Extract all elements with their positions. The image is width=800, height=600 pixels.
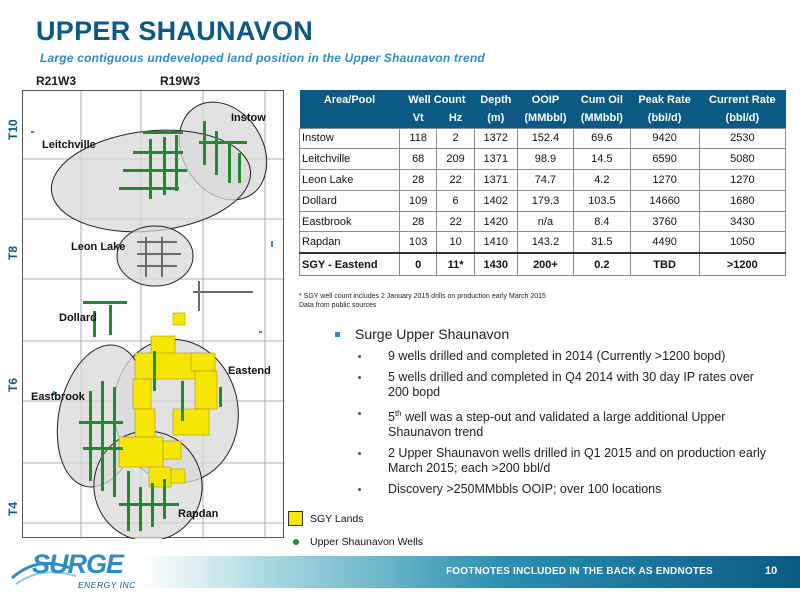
unit-ooip: (MMbbl) xyxy=(517,109,573,128)
pool-label-dollard: Dollard xyxy=(59,312,97,324)
table-cell: 3430 xyxy=(699,211,785,232)
footer-note: FOOTNOTES INCLUDED IN THE BACK AS ENDNOTES xyxy=(446,566,713,577)
square-bullet-icon xyxy=(335,332,340,337)
table-cell: 1371 xyxy=(474,149,517,170)
col-depth: Depth xyxy=(474,90,517,109)
list-item xyxy=(358,446,778,476)
table-cell: 1680 xyxy=(699,190,785,211)
pool-label-instow: Instow xyxy=(231,112,266,124)
land-map xyxy=(22,90,284,538)
table-footnotes xyxy=(299,292,546,310)
table-cell: Instow xyxy=(300,128,400,149)
col-peak-rate: Peak Rate xyxy=(630,90,699,109)
table-cell: 74.7 xyxy=(517,170,573,191)
table-cell: Leon Lake xyxy=(300,170,400,191)
bullet-dot-icon xyxy=(358,488,361,491)
table-total-row xyxy=(300,253,786,276)
table-cell: 22 xyxy=(437,211,474,232)
table-cell: 1371 xyxy=(474,170,517,191)
table-cell: 11* xyxy=(437,253,474,276)
township-label-t10: T10 xyxy=(6,119,20,140)
township-label-t6: T6 xyxy=(6,377,20,392)
table-cell: 4.2 xyxy=(574,170,630,191)
table-cell: 0 xyxy=(400,253,437,276)
pool-label-eastend: Eastend xyxy=(228,365,271,377)
company-logo-sub: ENERGY INC xyxy=(78,580,136,590)
list-item-text: 9 wells drilled and completed in 2014 (Currently >1200 bopd) xyxy=(388,349,726,363)
page-title: UPPER SHAUNAVON xyxy=(36,16,314,46)
pool-label-leitchville: Leitchville xyxy=(42,139,96,151)
footnote-line: Data from public sources xyxy=(299,302,377,309)
table-cell: 118 xyxy=(400,128,437,149)
unit-current-rate: (bbl/d) xyxy=(699,109,785,128)
table-row xyxy=(300,170,786,191)
table-cell: SGY - Eastend xyxy=(300,253,400,276)
township-label-t4: T4 xyxy=(6,501,20,516)
main-bullet-text: Surge Upper Shaunavon xyxy=(355,326,510,342)
table-header-row-1 xyxy=(300,90,786,109)
table-cell: 143.2 xyxy=(517,232,573,253)
table-cell: TBD xyxy=(630,253,699,276)
table-cell: 2530 xyxy=(699,128,785,149)
range-label-r21w3: R21W3 xyxy=(36,74,77,88)
pool-label-leon-lake: Leon Lake xyxy=(71,241,126,253)
unit-peak-rate: (bbl/d) xyxy=(630,109,699,128)
table-cell: 1420 xyxy=(474,211,517,232)
table-cell: n/a xyxy=(517,211,573,232)
list-item-text-pre: 5 xyxy=(388,410,395,425)
table-cell: 98.9 xyxy=(517,149,573,170)
page-subtitle: Large contiguous undeveloped land position in the Upper Shaunavon trend xyxy=(40,51,485,65)
table-cell: 1270 xyxy=(699,170,785,191)
table-row xyxy=(300,128,786,149)
table-cell: Rapdan xyxy=(300,232,400,253)
table-cell: 2 xyxy=(437,128,474,149)
table-cell: 6 xyxy=(437,190,474,211)
pool-label-eastbrook: Eastbrook xyxy=(31,391,85,403)
table-header-row-2 xyxy=(300,109,786,128)
pool-label-rapdan: Rapdan xyxy=(178,508,219,520)
range-label-r19w3: R19W3 xyxy=(160,74,201,88)
table-cell: 28 xyxy=(400,211,437,232)
col-area-pool: Area/Pool xyxy=(300,90,400,109)
table-cell: 31.5 xyxy=(574,232,630,253)
bullet-dot-icon xyxy=(358,376,361,379)
table-cell: 109 xyxy=(400,190,437,211)
legend-lands-label: SGY Lands xyxy=(310,513,364,525)
table-row xyxy=(300,190,786,211)
table-cell: 10 xyxy=(437,232,474,253)
table-cell: 68 xyxy=(400,149,437,170)
sub-bullet-list xyxy=(358,349,778,503)
legend-lands-swatch-icon xyxy=(288,511,303,526)
list-item xyxy=(358,406,778,440)
bullet-dot-icon xyxy=(358,355,361,358)
list-item-text-post: well was a step-out and validated a large additional Upper Shaunavon trend xyxy=(388,410,726,440)
table-cell: 1402 xyxy=(474,190,517,211)
list-item-text: Discovery >250MMbbls OOIP; over 100 locations xyxy=(388,482,662,497)
col-well-count: Well Count xyxy=(400,90,475,109)
table-cell: 103 xyxy=(400,232,437,253)
legend-wells-dot-icon xyxy=(293,539,299,545)
table-cell: 1270 xyxy=(630,170,699,191)
township-label-t8: T8 xyxy=(6,245,20,260)
unit-cum-oil: (MMbbl) xyxy=(574,109,630,128)
table-cell: 69.6 xyxy=(574,128,630,149)
table-cell: 179.3 xyxy=(517,190,573,211)
unit-depth: (m) xyxy=(474,109,517,128)
col-current-rate: Current Rate xyxy=(699,90,785,109)
table-cell: 14.5 xyxy=(574,149,630,170)
list-item xyxy=(358,349,778,364)
table-cell: 4490 xyxy=(630,232,699,253)
list-item-text: 5 wells drilled and completed in Q4 2014 with 30 day IP rates over 200 bopd xyxy=(388,370,754,399)
list-item-text: 2 Upper Shaunavon wells drilled in Q1 2015 and on production early March 2015; each >200 bbl/d xyxy=(388,446,767,476)
col-cum-oil: Cum Oil xyxy=(574,90,630,109)
table-cell: 6590 xyxy=(630,149,699,170)
table-cell: Eastbrook xyxy=(300,211,400,232)
unit-vt: Vt xyxy=(400,109,437,128)
bullet-dot-icon xyxy=(358,452,361,455)
table-cell: 0.2 xyxy=(574,253,630,276)
table-cell: 5080 xyxy=(699,149,785,170)
table-cell: 1372 xyxy=(474,128,517,149)
table-row xyxy=(300,232,786,253)
table-cell: Leitchville xyxy=(300,149,400,170)
table-cell: 209 xyxy=(437,149,474,170)
footnote-line: * SGY well count includes 2 January 2015 drills on production early March 2015 xyxy=(299,293,546,300)
list-item xyxy=(358,370,778,400)
table-cell: 1410 xyxy=(474,232,517,253)
table-cell: 9420 xyxy=(630,128,699,149)
table-cell: >1200 xyxy=(699,253,785,276)
list-item xyxy=(358,482,778,497)
table-cell: 3760 xyxy=(630,211,699,232)
table-cell: 28 xyxy=(400,170,437,191)
unit-hz: Hz xyxy=(437,109,474,128)
table-cell: 14660 xyxy=(630,190,699,211)
table-row xyxy=(300,211,786,232)
table-cell: 8.4 xyxy=(574,211,630,232)
table-cell: 200+ xyxy=(517,253,573,276)
table-cell: 1430 xyxy=(474,253,517,276)
company-logo: SURGE xyxy=(32,549,124,579)
table-cell: Dollard xyxy=(300,190,400,211)
pool-data-table xyxy=(299,90,786,276)
table-row xyxy=(300,149,786,170)
col-ooip: OOIP xyxy=(517,90,573,109)
bullet-dot-icon xyxy=(358,412,361,415)
list-item-superscript: th xyxy=(394,409,402,418)
page-number: 10 xyxy=(765,565,778,577)
table-cell: 22 xyxy=(437,170,474,191)
unit-area-pool xyxy=(300,109,400,128)
legend-wells-label: Upper Shaunavon Wells xyxy=(310,536,424,548)
table-cell: 103.5 xyxy=(574,190,630,211)
table-cell: 152.4 xyxy=(517,128,573,149)
table-cell: 1050 xyxy=(699,232,785,253)
